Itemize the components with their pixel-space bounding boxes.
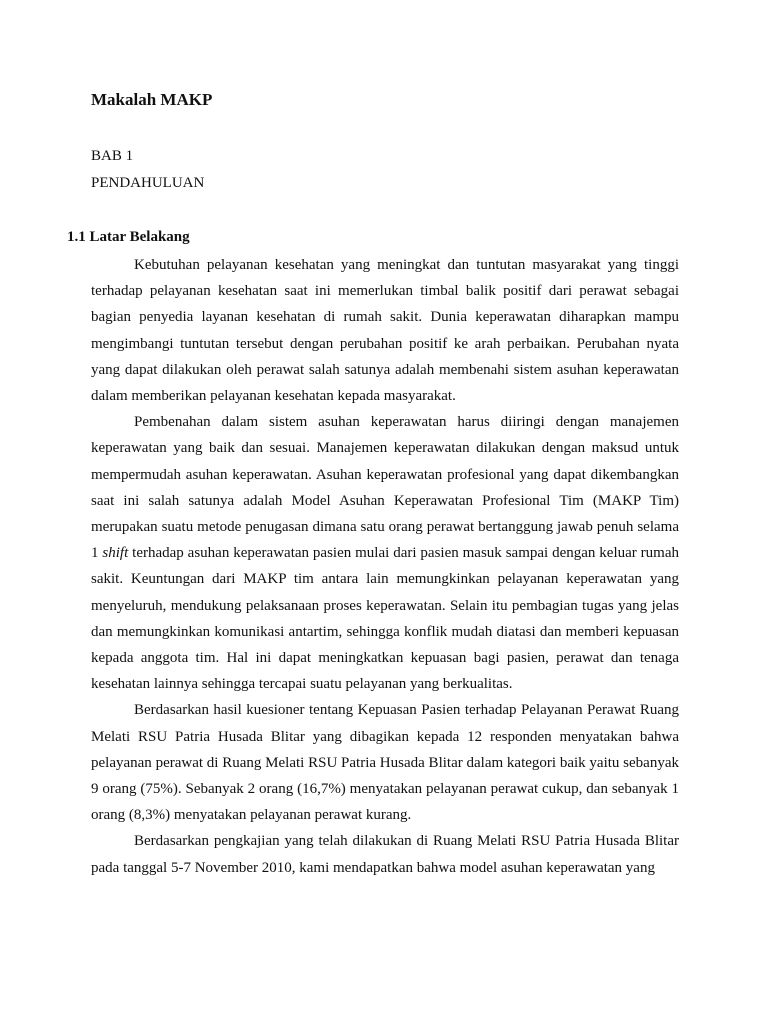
body-text [91, 252, 679, 881]
paragraph-1: Kebutuhan pelayanan kesehatan yang meningkat dan tuntutan masyarakat yang tinggi terhadap pelayanan kesehatan saat ini memerlukan timbal balik positif dari perawat sebagai bagian penyedia layanan kesehatan di rumah sakit. Dunia keperawatan diharapkan mampu mengimbangi tuntutan tersebut dengan perubahan positif ke arah perbaikan. Perubahan nyata yang dapat dilakukan oleh perawat salah satunya adalah membenahi sistem asuhan keperawatan dalam memberikan pelayanan kesehatan kepada masyarakat. [91, 257, 679, 405]
section-heading: 1.1 Latar Belakang [67, 229, 190, 245]
document-title: Makalah MAKP [91, 90, 213, 109]
paragraph-2-italic-term: shift [102, 545, 129, 562]
chapter-label: BAB 1 [91, 148, 134, 164]
chapter-title: PENDAHULUAN [91, 175, 205, 191]
paragraph-2-part-2: terhadap asuhan keperawatan pasien mulai dari pasien masuk sampai dengan keluar rumah sakit. Keuntungan dari MAKP tim antara lain memungkinkan pelayanan keperawatan yang menyeluruh, mendukung pelaksanaan proses keperawatan. Selain itu pembagian tugas yang jelas dan memungkinkan komunikasi antartim, sehingga konflik mudah diatasi dan memberi kepuasan kepada anggota tim. Hal ini dapat meningkatkan kepuasan bagi pasien, perawat dan tenaga kesehatan lainnya sehingga tercapai suatu pelayanan yang berkualitas. [91, 545, 679, 693]
paragraph-2 [91, 409, 679, 697]
paragraph-2-part-1: Pembenahan dalam sistem asuhan keperawatan harus diiringi dengan manajemen keperawatan yang baik dan sesuai. Manajemen keperawatan dilakukan dengan maksud untuk mempermudah asuhan keperawatan. Asuhan keperawatan profesional yang dapat dikembangkan saat ini salah satunya adalah Model Asuhan Keperawatan Profesional Tim (MAKP Tim) merupakan suatu metode penugasan dimana satu orang perawat bertanggung jawab penuh selama 1 [91, 414, 679, 562]
paragraph-4: Berdasarkan pengkajian yang telah dilakukan di Ruang Melati RSU Patria Husada Blitar pada tanggal 5-7 November 2010, kami mendapatkan bahwa model asuhan keperawatan yang [91, 833, 679, 876]
paragraph-3: Berdasarkan hasil kuesioner tentang Kepuasan Pasien terhadap Pelayanan Perawat Ruang Melati RSU Patria Husada Blitar yang dibagikan kepada 12 responden menyatakan bahwa pelayanan perawat di Ruang Melati RSU Patria Husada Blitar dalam kategori baik yaitu sebanyak 9 orang (75%). Sebanyak 2 orang (16,7%) menyatakan pelayanan perawat cukup, dan sebanyak 1 orang (8,3%) menyatakan pelayanan perawat kurang. [91, 702, 679, 824]
